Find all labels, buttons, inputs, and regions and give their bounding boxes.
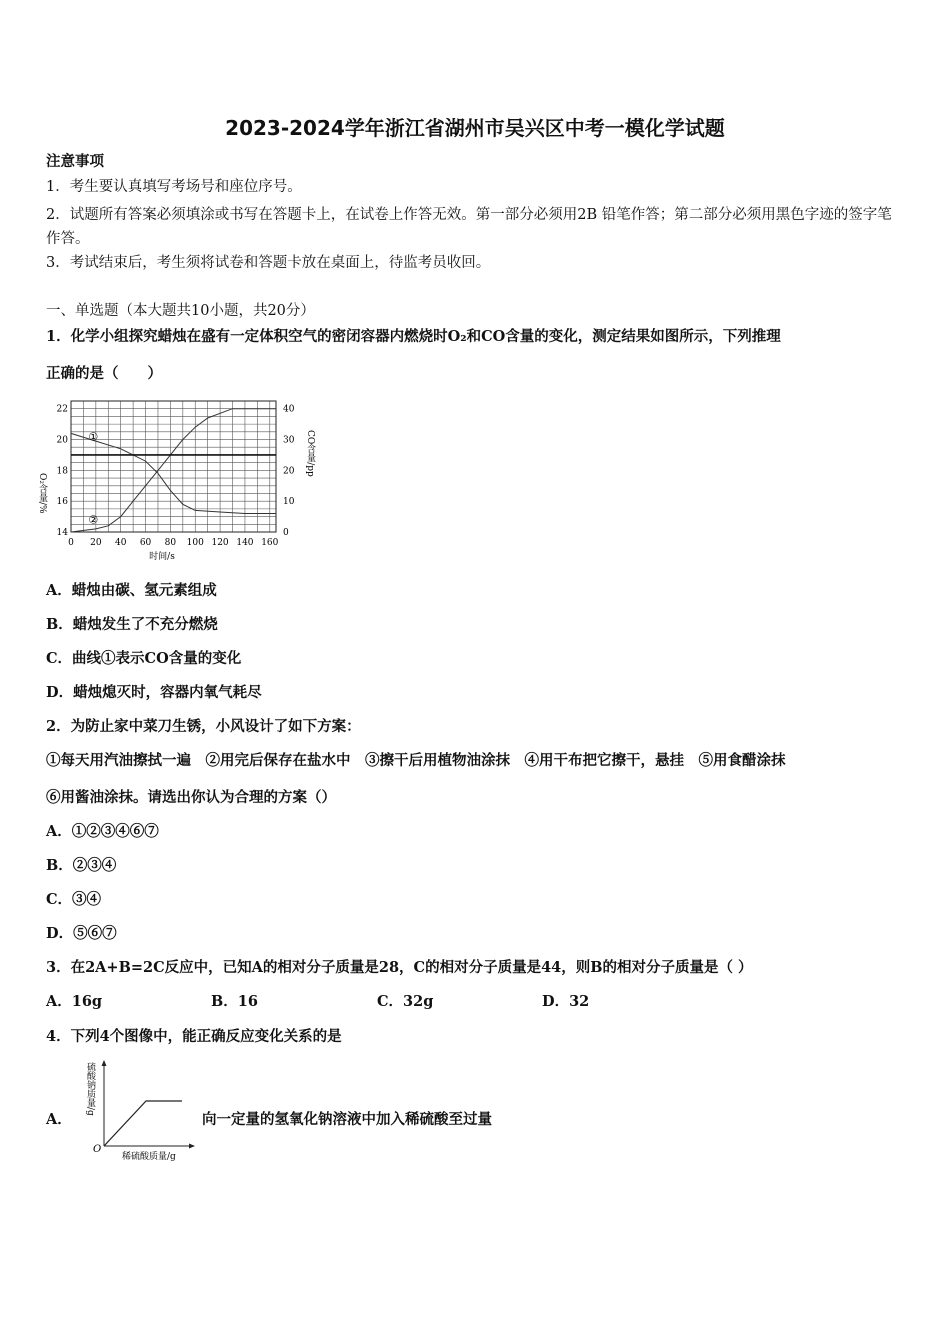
page-title: 2023-2024学年浙江省湖州市吴兴区中考一模化学试题 [225, 116, 725, 140]
q1-option-c: C．曲线①表示CO含量的变化 [46, 650, 242, 667]
graph-y-label: 硫酸钠质量/g [85, 1062, 95, 1116]
x-tick-label: 40 [114, 538, 127, 548]
q1-option-b: B．蜡烛发生了不充分燃烧 [46, 616, 218, 633]
q3-option-d: D．32 [542, 993, 590, 1010]
x-tick-label: 100 [186, 538, 204, 548]
section-heading: 一、单选题（本大题共10小题，共20分） [46, 303, 315, 319]
q2-option-b: B．②③④ [46, 857, 117, 874]
x-axis-label: 时间/s [149, 552, 175, 562]
graph-origin: O [93, 1144, 102, 1155]
y2-tick-label: 10 [283, 497, 295, 508]
q2-plans-line1: ①每天用汽油擦拭一遍 ②用完后保存在盐水中 ③擦干后用植物油涂抹 ④用干布把它擦干，悬挂 ⑤用食醋涂抹 [46, 752, 786, 769]
x-tick-label: 20 [90, 538, 102, 548]
q2-stem: 2．为防止家中菜刀生锈，小风设计了如下方案： [46, 718, 361, 735]
o2-co-chart [37, 395, 330, 565]
x-tick-label: 160 [261, 538, 279, 548]
y2-axis-label: CO含量/pp [305, 430, 315, 477]
q2-option-c: C．③④ [46, 891, 102, 908]
q2-option-d: D．⑤⑥⑦ [46, 925, 117, 942]
plot-frame [71, 401, 276, 532]
y-tick-label: 22 [56, 404, 68, 415]
notice-heading: 注意事项 [46, 153, 104, 170]
chart-grid [71, 401, 276, 532]
x-tick-label: 60 [139, 538, 152, 548]
graph-x-label: 稀硫酸质量/g [122, 1152, 176, 1162]
x-tick-label: 0 [68, 538, 74, 548]
y2-tick-label: 30 [283, 435, 295, 446]
y-tick-label: 16 [56, 497, 68, 508]
notice-item-3: 3．考试结束后，考生须将试卷和答题卡放在桌面上，待监考员收回。 [46, 255, 491, 271]
y-axis-arrow [102, 1060, 107, 1066]
graph-line [104, 1101, 182, 1146]
y2-tick-label: 0 [283, 528, 289, 538]
series-1-o2-line [71, 433, 276, 513]
y-tick-label: 14 [56, 528, 68, 538]
q1-option-d: D．蜡烛熄灭时，容器内氧气耗尽 [46, 684, 262, 701]
series-1-label: ① [88, 430, 99, 444]
y-axis-label: O₂含量/% [37, 473, 47, 514]
q4-option-a-label: A． [46, 1111, 72, 1128]
q2-option-a: A．①②③④⑥⑦ [46, 823, 159, 840]
q4-graph-a [86, 1056, 196, 1166]
x-axis-arrow [189, 1144, 195, 1149]
series-2-label: ② [88, 513, 99, 527]
q3-option-c: C．32g [377, 993, 434, 1010]
x-tick-label: 120 [211, 538, 229, 548]
y-tick-label: 18 [56, 466, 68, 477]
notice-item-1: 1．考生要认真填写考场号和座位序号。 [46, 179, 302, 195]
q4-stem: 4．下列4个图像中，能正确反应变化关系的是 [46, 1028, 342, 1045]
x-tick-label: 140 [236, 538, 254, 548]
q1-stem-line1: 1．化学小组探究蜡烛在盛有一定体积空气的密闭容器内燃烧时O₂和CO含量的变化，测定结果如图所示，下列推理 [46, 328, 781, 345]
y2-tick-label: 40 [283, 404, 295, 415]
q3-option-b: B．16 [211, 993, 258, 1010]
y-tick-label: 20 [56, 435, 68, 446]
y2-tick-label: 20 [283, 466, 295, 477]
q3-option-a: A．16g [46, 993, 103, 1010]
x-tick-label: 80 [164, 538, 177, 548]
q3-stem: 3．在2A+B=2C反应中，已知A的相对分子质量是28，C的相对分子质量是44，则B的相对分子质量是（ ） [46, 959, 753, 976]
q4-option-a-text: 向一定量的氢氧化钠溶液中加入稀硫酸至过量 [202, 1111, 492, 1128]
notice-item-2: 2．试题所有答案必须填涂或书写在答题卡上，在试卷上作答无效。第一部分必须用2B 铅笔作答；第二部分必须用黑色字迹的签字笔作答。 [46, 207, 892, 247]
q2-plans-line2: ⑥用酱油涂抹。请选出你认为合理的方案（） [46, 789, 336, 806]
q1-option-a: A．蜡烛由碳、氢元素组成 [46, 582, 217, 599]
q1-stem-line2: 正确的是（ ） [46, 365, 162, 382]
